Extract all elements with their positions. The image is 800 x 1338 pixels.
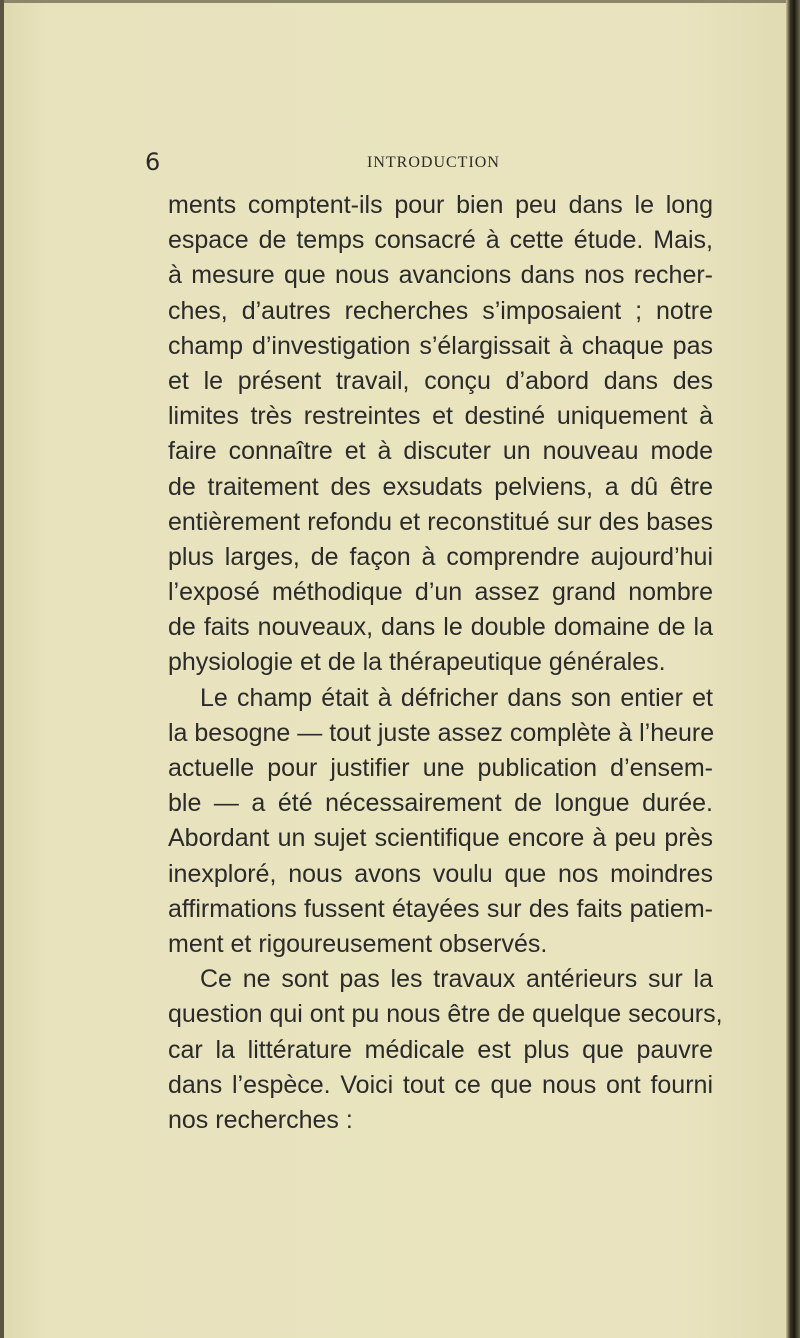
text-line: entièrement refondu et reconstitué sur des bases (168, 507, 713, 536)
text-line: ble — a été nécessairement de longue durée. (168, 789, 713, 818)
body-text (168, 188, 723, 1138)
text-line: physiologie et de la thérapeutique générales. (168, 648, 666, 677)
text-line: espace de temps consacré à cette étude. Mais, (168, 226, 713, 255)
text-line: dans l’espèce. Voici tout ce que nous ont fourni (168, 1070, 713, 1099)
text-line: la besogne — tout juste assez complète à l’heure (168, 718, 715, 747)
text-line: plus larges, de façon à comprendre aujourd’hui (168, 542, 713, 571)
page-top-edge (0, 0, 800, 3)
text-line: Abordant un sujet scientifique encore à peu près (168, 824, 713, 853)
text-line: ment et rigoureusement observés. (168, 929, 548, 958)
text-line: question qui ont pu nous être de quelque secours, (168, 1000, 723, 1029)
text-line: affirmations fussent étayées sur des faits patiem- (168, 894, 713, 923)
text-line: ches, d’autres recherches s’imposaient ; notre (168, 296, 713, 325)
running-title: INTRODUCTION (367, 154, 500, 171)
text-line: limites très restreintes et destiné uniquement à (168, 402, 713, 431)
book-spine-shadow (786, 0, 800, 1338)
text-line: l’exposé méthodique d’un assez grand nombre (168, 578, 713, 607)
text-line: Ce ne sont pas les travaux antérieurs sur la (200, 965, 713, 994)
text-line: actuelle pour justifier une publication d’ensem- (168, 754, 713, 782)
running-header (145, 148, 705, 178)
text-line: à mesure que nous avancions dans nos recher- (168, 261, 713, 290)
text-line: nos recherches : (168, 1105, 353, 1134)
text-line: champ d’investigation s’élargissait à chaque pas (168, 331, 713, 360)
page-left-edge (0, 0, 4, 1338)
text-line: Le champ était à défricher dans son entier et (200, 683, 713, 712)
text-line: de faits nouveaux, dans le double domaine de la (168, 613, 713, 642)
page-number: 6 (145, 148, 161, 176)
text-line: inexploré, nous avons voulu que nos moindres (168, 859, 713, 888)
text-line: car la littérature médicale est plus que pauvre (168, 1035, 713, 1064)
text-line: de traitement des exsudats pelviens, a dû être (168, 472, 713, 501)
text-line: ments comptent-ils pour bien peu dans le long (168, 191, 713, 219)
text-line: faire connaître et à discuter un nouveau mode (168, 437, 713, 466)
text-line: et le présent travail, conçu d’abord dans des (168, 366, 713, 395)
